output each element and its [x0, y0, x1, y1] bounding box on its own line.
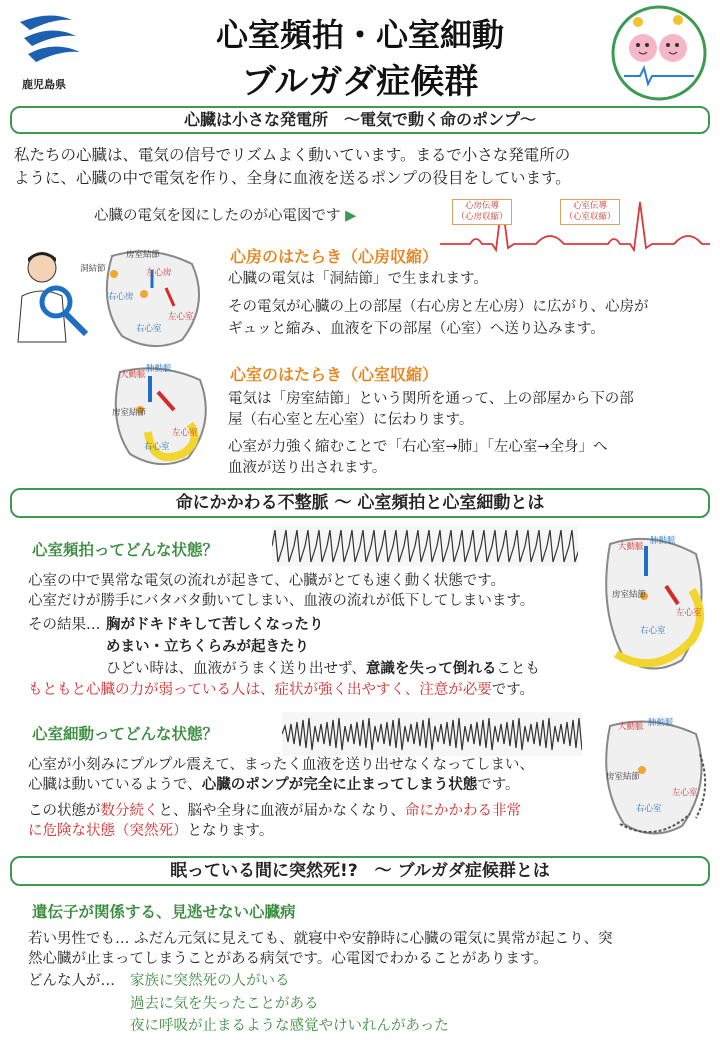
vt-severe-pre: ひどい時は、血液がうまく送り出せず、 [106, 661, 366, 677]
ventricle-p2-line2: 血液が送り出されます。 [228, 460, 387, 476]
section1-header-bar: 心臓は小さな発電所 ～電気で動く命のポンプ～ [10, 106, 710, 134]
vf-ecg-strip [282, 712, 582, 756]
ventricle-heading: 心室のはたらき（心室収縮） [230, 365, 439, 384]
label-pa-vf: 肺動脈 [648, 718, 674, 728]
label-left-ventricle-2: 左心室 [172, 428, 198, 438]
vf-p3-pre: この状態が [28, 803, 101, 819]
label-pulmonary-artery: 肺動脈 [146, 364, 172, 374]
vt-severe-post: ことも [496, 661, 540, 677]
label-lv-vt: 左心室 [676, 608, 702, 618]
vt-severe [106, 658, 540, 680]
label-right-ventricle: 右心室 [136, 324, 162, 334]
brugada-p1: 若い男性でも… ふだん元気に見えても、就寝中や安静時に心臓の電気に異常が起こり、突 [28, 931, 613, 947]
vt-severe-bold: 意識を失って倒れる [365, 661, 497, 677]
vt-ecg-strip [272, 526, 578, 566]
ecg-caption-text: 心臓の電気を図にしたのが心電図です [94, 208, 341, 224]
label-left-ventricle: 左心室 [168, 312, 194, 322]
prefecture-name: 鹿児島県 [22, 78, 66, 91]
vt-p2: 心室だけが勝手にバタバタ動いてしまい、血液の流れが低下してしまいます。 [28, 593, 535, 609]
label-aorta-vt: 大動脈 [618, 542, 644, 552]
atrium-p1: 心臓の電気は「洞結節」で生まれます。 [228, 271, 488, 287]
vf-p2-post: です。 [477, 777, 520, 793]
ventricle-p1-line1: 電気は「房室結節」という関所を通って、上の部屋から下の部 [228, 391, 634, 407]
label-sa-node: 洞結節 [80, 264, 106, 274]
ventricle-p2-line1: 心室が力強く縮むことで「右心室→肺」「左心室→全身」へ [228, 439, 608, 455]
brugada-who-item: 家族に突然死の人がいる [130, 973, 290, 989]
label-rv-vt: 右心室 [640, 626, 666, 636]
label-right-atrium: 右心房 [108, 292, 134, 302]
label-pa-vt: 肺動脈 [650, 536, 676, 546]
section1-intro-line2: ように、心臓の中で電気を作り、全身に血液を送るポンプの役目をしています。 [14, 169, 571, 187]
atrium-p2-line1: その電気が心臓の上の部屋（右心房と左心房）に広がり、心房が [228, 299, 649, 315]
arrow-right-icon: ▶ [345, 208, 357, 224]
ventricle-p1-line2: 屋（右心室と左心室）に伝わります。 [228, 412, 474, 428]
vt-p1: 心室の中で異常な電気の流れが起きて、心臓がとても速く動く状態です。 [28, 573, 506, 589]
doctor-illustration [12, 246, 92, 346]
label-av-vf: 房室結節 [606, 772, 641, 782]
vf-p2 [28, 774, 520, 796]
ecg-tag-atrial [452, 199, 512, 225]
label-right-ventricle-2: 右心室 [144, 442, 170, 452]
vt-result1: 胸がドキドキして苦しくなったり [106, 617, 324, 633]
ecg-tag-ventricular [560, 199, 620, 225]
section3-header-bar: 眠っている間に突然死!? ～ ブルガダ症候群とは [10, 856, 710, 886]
vt-result-prefix: その結果… [28, 617, 101, 633]
vt-warning-end: です。 [491, 682, 535, 698]
vt-result2: めまい・立ちくらみが起きたり [106, 639, 309, 655]
vf-p1: 心室が小刻みにプルプル震えて、まったく血液を送り出せなくなってしまい、 [28, 757, 535, 773]
label-aorta: 大動脈 [120, 370, 146, 380]
vf-p4-post: となります。 [187, 823, 274, 839]
atrium-p2-line2: ギュッと縮み、血液を下の部屋（心室）へ送り込みます。 [228, 321, 605, 337]
vf-heading: 心室細動ってどんな状態？ [32, 725, 219, 743]
vf-p3-mid: と、脳や全身に血液が届かなくなり、 [158, 803, 405, 819]
label-rv-vf: 右心室 [636, 804, 662, 814]
ecg-caption [94, 205, 356, 227]
brugada-who-prefix: どんな人が… [28, 973, 115, 989]
vf-p4-red: に危険な状態（突然死） [28, 823, 188, 839]
label-left-atrium: 左心房 [146, 268, 172, 278]
section2-header-bar: 命にかかわる不整脈 ～ 心室頻拍と心室細動とは [10, 488, 710, 518]
label-av-node: 房室結節 [126, 250, 161, 260]
brugada-who-item: 過去に気を失ったことがある [130, 996, 319, 1012]
atrium-heading: 心房のはたらき（心房収縮） [230, 247, 439, 266]
ecg-tag-atrial-text: 心房伝導 （心房収縮） [456, 201, 508, 222]
vf-p3-red1: 数分続く [100, 803, 159, 819]
label-lv-vf: 左心室 [672, 788, 698, 798]
heart-diagram-vt [596, 530, 712, 680]
vf-p2-pre: 心臓は動いているようで、 [28, 777, 202, 793]
section1-intro-line1: 私たちの心臓は、電気の信号でリズムよく動いています。まるで小さな発電所の [14, 146, 571, 164]
vf-p2-bold: 心臓のポンプが完全に止まってしまう状態 [201, 777, 478, 793]
brugada-heading: 遺伝子が関係する、見逃せない心臓病 [32, 903, 296, 921]
vt-warning [28, 679, 534, 701]
vf-p3 [28, 800, 521, 822]
vf-p4 [28, 820, 273, 842]
vt-heading: 心室頻拍ってどんな状態？ [32, 541, 219, 559]
page-title-line1: 心室頻拍・心室細動 [215, 16, 504, 54]
ecg-tag-ventricular-text: 心室伝導 （心室収縮） [564, 201, 616, 222]
vt-warning-red: もともと心臓の力が弱っている人は、症状が強く出やすく、注意が必要 [28, 682, 492, 698]
page-title-line2: ブルガダ症候群 [241, 62, 479, 102]
label-av-vt: 房室結節 [612, 590, 647, 600]
vf-p3-red2: 命にかかわる非常 [405, 803, 521, 819]
heart-mascot-illustration [610, 4, 708, 102]
brugada-p2: 然心臓が止まってしまうことがある病気です。心電図でわかることがあります。 [28, 951, 548, 967]
label-av-node-2: 房室結節 [112, 408, 147, 418]
label-aorta-vf: 大動脈 [618, 722, 644, 732]
brugada-who-item: 夜に呼吸が止まるような感覚やけいれんがあった [130, 1018, 449, 1034]
